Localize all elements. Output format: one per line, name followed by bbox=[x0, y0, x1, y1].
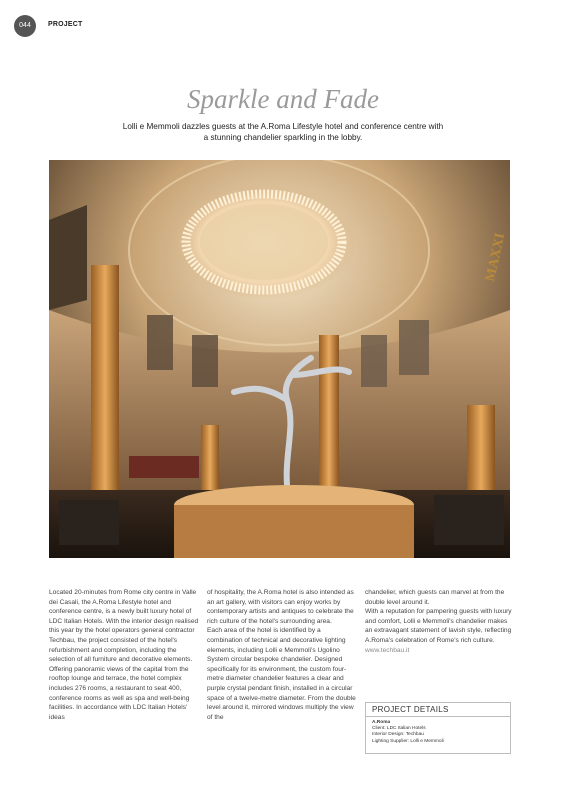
lounge-chair bbox=[434, 495, 504, 545]
paragraph: With a reputation for pampering guests with luxury and comfort, Lolli e Memmoli's chandelier makes an extravagant statement of lavish style, reflecting A.Roma's celebration of Rome's rich culture. bbox=[365, 608, 512, 644]
article-title: Sparkle and Fade bbox=[187, 84, 379, 114]
lighting-supplier-line: Lighting Supplier: Lolli e Memmoli bbox=[372, 738, 444, 744]
page-number-badge: 044 bbox=[14, 15, 36, 37]
paragraph: of hospitality, the A.Roma hotel is also intended as an art gallery, with visitors can enjoy works by contemporary artists and antiques to celebrate the rich culture of the hotel's surrounding area. bbox=[207, 589, 354, 625]
article-column-3 bbox=[365, 588, 515, 655]
lobby-photo bbox=[49, 160, 510, 558]
paragraph: Offering panoramic views of the capital from the rooftop lounge and terrace, the hotel complex includes 276 rooms, a restaurant to seat 400, conference rooms as well as spa and well-being facilities. In accordance with LDC Italian Hotels' ideas bbox=[49, 665, 190, 721]
project-name: A.Roma bbox=[372, 720, 391, 725]
column bbox=[91, 265, 119, 505]
wall-signage: MAXXI bbox=[483, 231, 509, 283]
sculpture-plinth bbox=[174, 505, 414, 558]
paragraph: chandelier, which guests can marvel at from the double level around it. bbox=[365, 589, 505, 606]
project-details-heading: PROJECT DETAILS bbox=[366, 703, 510, 717]
article-column-1 bbox=[49, 588, 199, 722]
interior-design-line: Interior Design: Techbau bbox=[372, 732, 424, 738]
window-panel bbox=[361, 335, 387, 387]
article-subtitle: Lolli e Memmoli dazzles guests at the A.Roma Lifestyle hotel and conference centre with a stunning chandelier sparkling in the lobby. bbox=[122, 122, 444, 142]
project-details-box bbox=[365, 702, 511, 754]
section-label: PROJECT bbox=[48, 21, 83, 28]
chandelier-center bbox=[200, 204, 328, 280]
reception-desk bbox=[129, 456, 199, 478]
column bbox=[319, 335, 339, 490]
client-line: Client: LDC Italian Hotels bbox=[372, 726, 426, 732]
website-link[interactable]: www.techbau.it bbox=[365, 646, 410, 654]
window-panel bbox=[147, 315, 173, 370]
project-details-body bbox=[366, 717, 510, 745]
paragraph: Located 20-minutes from Rome city centre in Valle dei Casali, the A.Roma Lifestyle hotel and conference centre, is a newly built luxury hotel of LDC Italian Hotels. With the interior design realised this year by the hotel operators general contractor Techbau, the project consisted of the hotel's refurbishment and completion, including the selection of all furniture and decorative elements. bbox=[49, 589, 199, 664]
paragraph: Each area of the hotel is identified by a combination of technical and decorative lighting elements, including Lolli e Memmoli's Ugolino System circular bespoke chandelier. Designed specifically for its environment, the custom four-metre diameter chandelier features a clear and purple crystal pendant finish, installed in a circular space of a twelve-metre diameter. From the double level around it, mirrored windows multiply the view of the bbox=[207, 627, 356, 721]
lounge-chair bbox=[59, 500, 119, 545]
article-column-2 bbox=[207, 588, 357, 722]
window-panel bbox=[192, 335, 218, 387]
window-panel bbox=[399, 320, 429, 375]
wall-artwork bbox=[49, 205, 87, 310]
